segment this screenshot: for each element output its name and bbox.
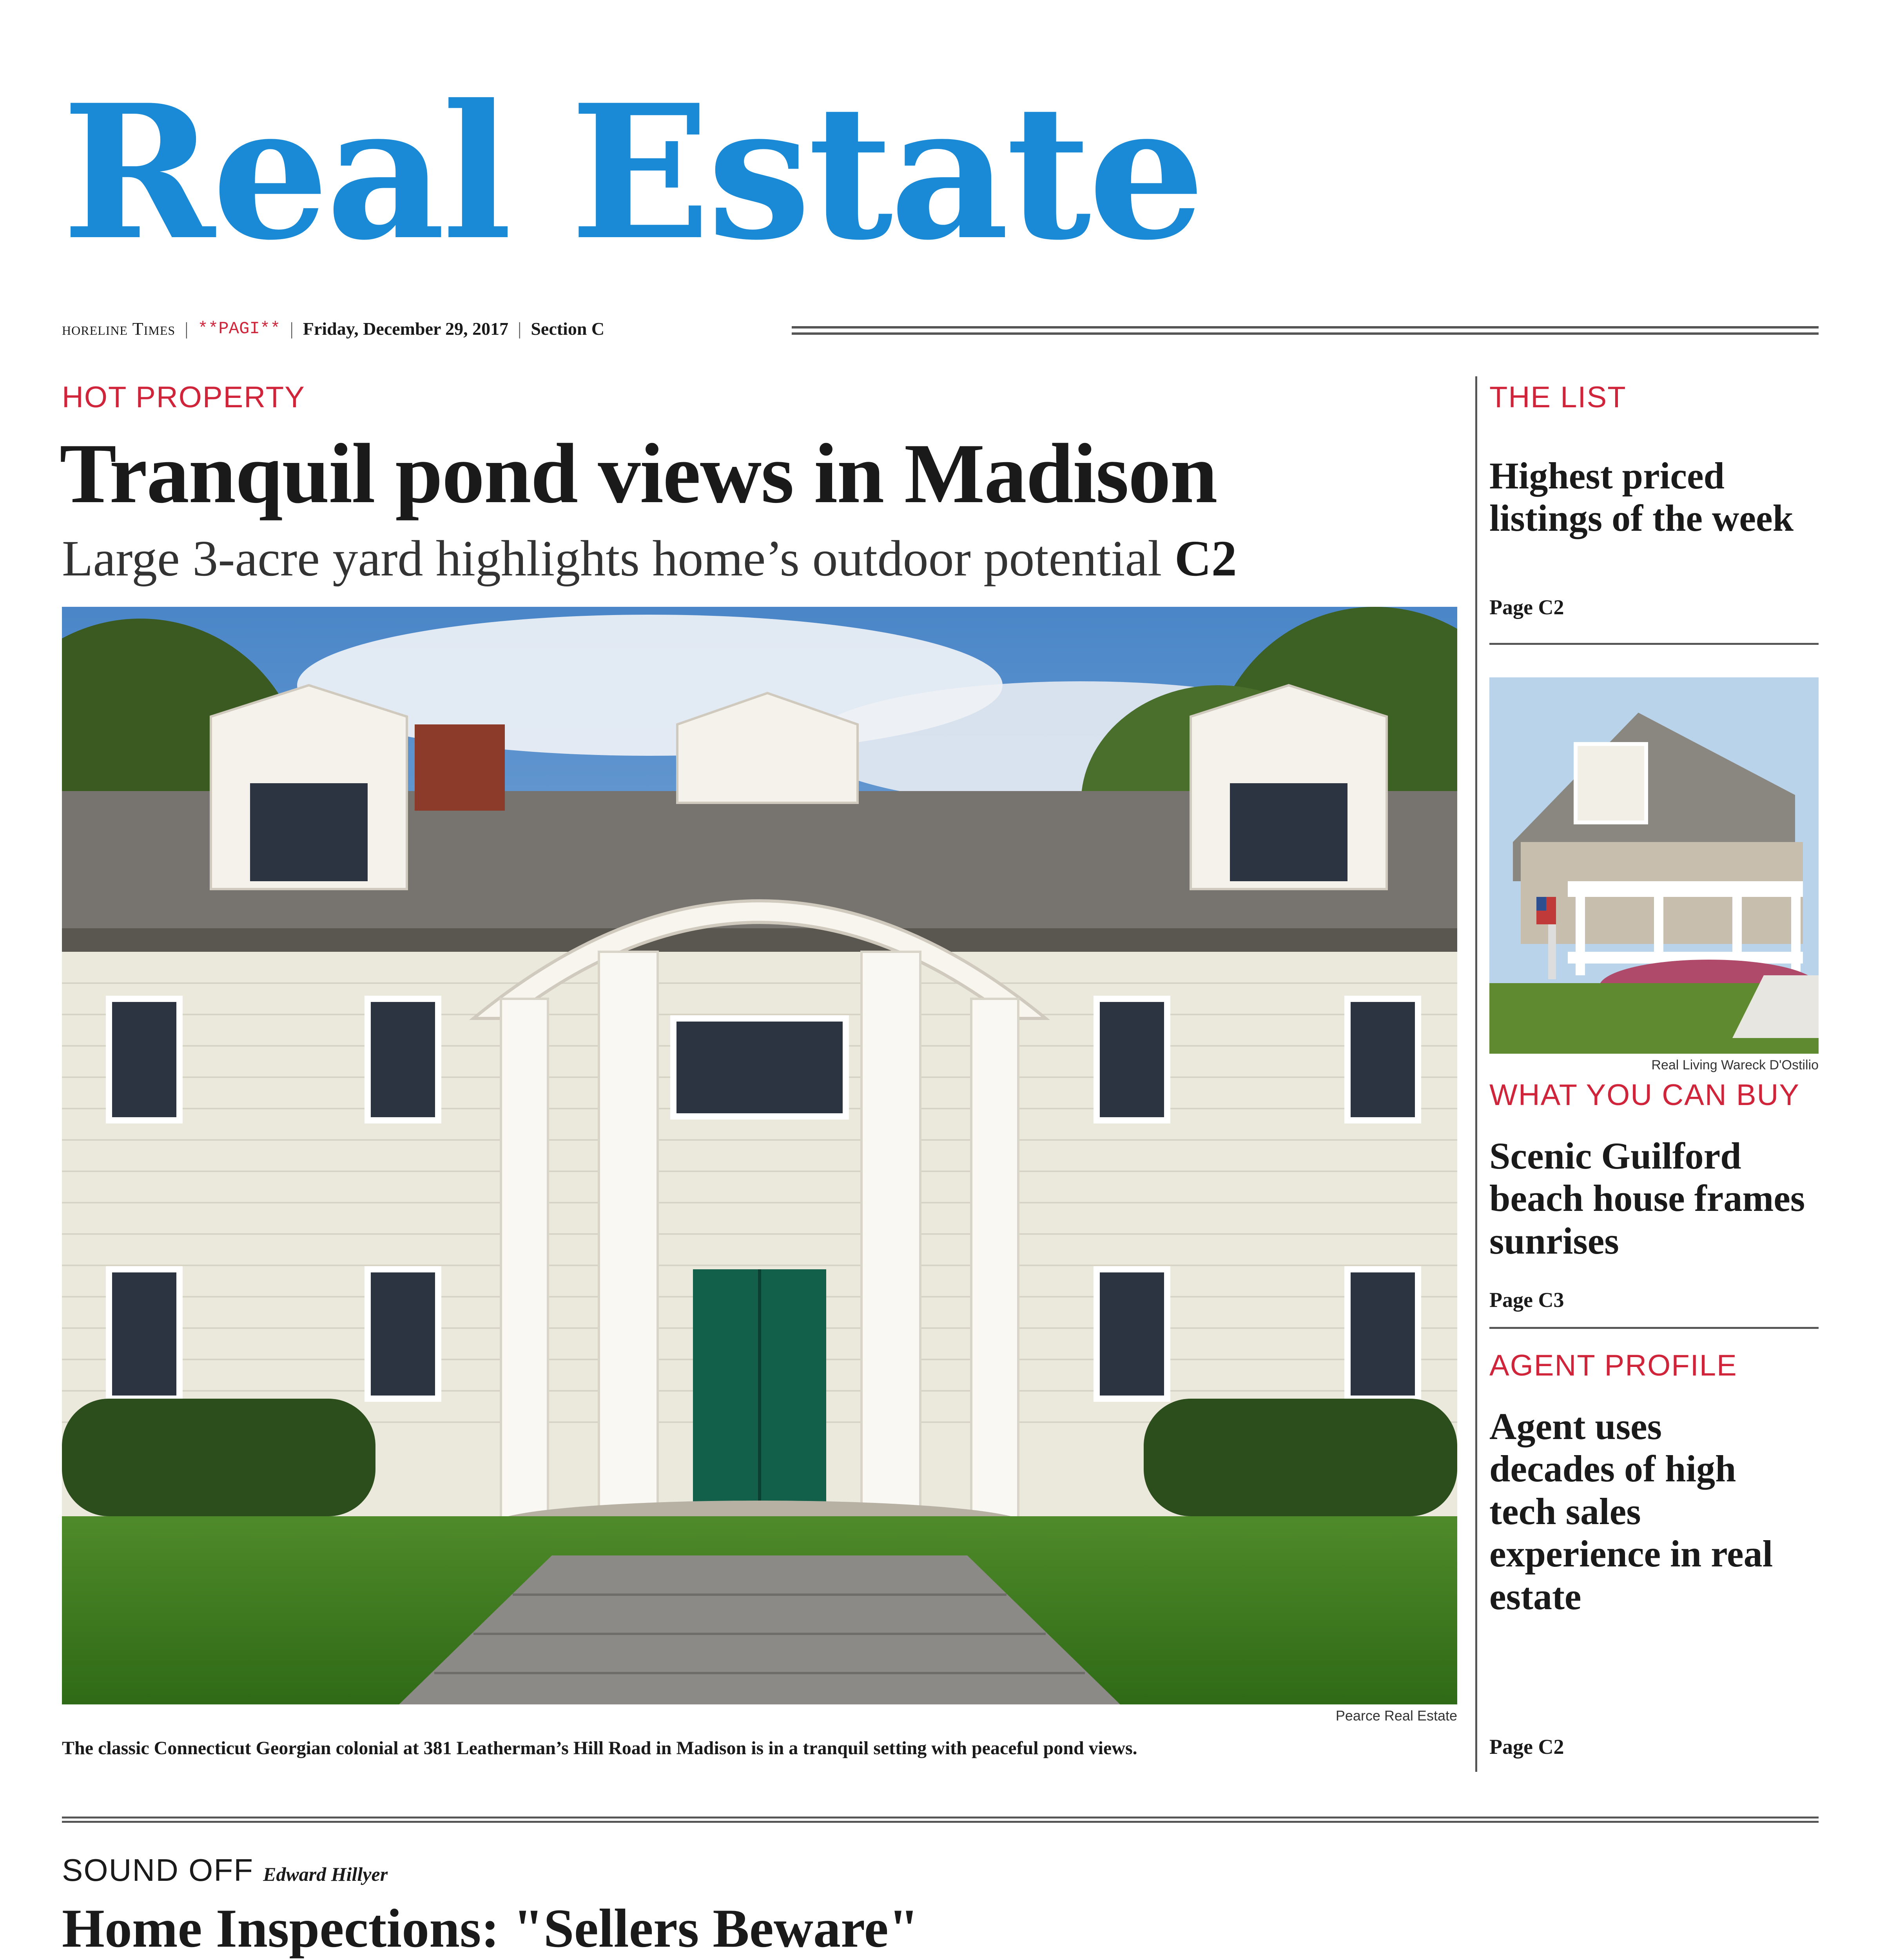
- main-deck: [62, 530, 1237, 587]
- separator: |: [185, 319, 189, 339]
- buy-page-ref[interactable]: Page C3: [1489, 1288, 1564, 1312]
- buy-kicker: WHAT YOU CAN BUY: [1489, 1078, 1800, 1112]
- deck-page-ref[interactable]: C2: [1174, 530, 1237, 587]
- beach-house-photo-credit: Real Living Wareck D'Ostilio: [1651, 1058, 1819, 1073]
- list-kicker: THE LIST: [1489, 381, 1627, 414]
- dateline: [62, 318, 604, 339]
- agent-headline[interactable]: Agent uses decades of high tech sales experience in real estate: [1489, 1405, 1773, 1617]
- main-photo[interactable]: [62, 607, 1457, 1704]
- masthead-rule: [792, 326, 1819, 335]
- page-placeholder: **PAGI**: [198, 319, 281, 339]
- buy-headline[interactable]: Scenic Guilford beach house frames sunrises: [1489, 1135, 1805, 1262]
- masthead-title: Real Estate: [62, 64, 1202, 281]
- sidebar-rule: [1489, 1327, 1819, 1329]
- sound-off-headline[interactable]: Home Inspections: "Sellers Beware": [62, 1898, 919, 1959]
- section-label: Section C: [531, 319, 605, 339]
- sound-off-kicker: SOUND OFF: [62, 1853, 254, 1887]
- beach-house-photo[interactable]: [1489, 677, 1819, 1054]
- sidebar-rule: [1489, 643, 1819, 645]
- list-headline[interactable]: Highest priced listings of the week: [1489, 455, 1794, 539]
- deck-text: Large 3-acre yard highlights home’s outdoor potential: [62, 530, 1162, 587]
- sidebar-divider: [1475, 376, 1477, 1772]
- separator: |: [290, 319, 294, 339]
- issue-date: Friday, December 29, 2017: [303, 319, 509, 339]
- list-page-ref[interactable]: Page C2: [1489, 595, 1564, 619]
- section-divider: [62, 1817, 1819, 1823]
- separator: |: [518, 319, 522, 339]
- agent-page-ref[interactable]: Page C2: [1489, 1735, 1564, 1759]
- main-photo-caption: The classic Connecticut Georgian colonial at 381 Leatherman’s Hill Road in Madison is in a tranquil setting with peaceful pond views.: [62, 1738, 1137, 1759]
- agent-kicker: AGENT PROFILE: [1489, 1349, 1737, 1382]
- beach-house-illustration: [1489, 677, 1819, 1054]
- sound-off-kicker-line: [62, 1852, 388, 1888]
- main-photo-credit: Pearce Real Estate: [1335, 1708, 1457, 1724]
- main-headline[interactable]: Tranquil pond views in Madison: [60, 426, 1217, 521]
- main-kicker: HOT PROPERTY: [62, 381, 305, 414]
- sound-off-byline: Edward Hillyer: [263, 1863, 388, 1885]
- georgian-colonial-house-illustration: [62, 607, 1457, 1704]
- paper-name: horeline Times: [62, 319, 176, 339]
